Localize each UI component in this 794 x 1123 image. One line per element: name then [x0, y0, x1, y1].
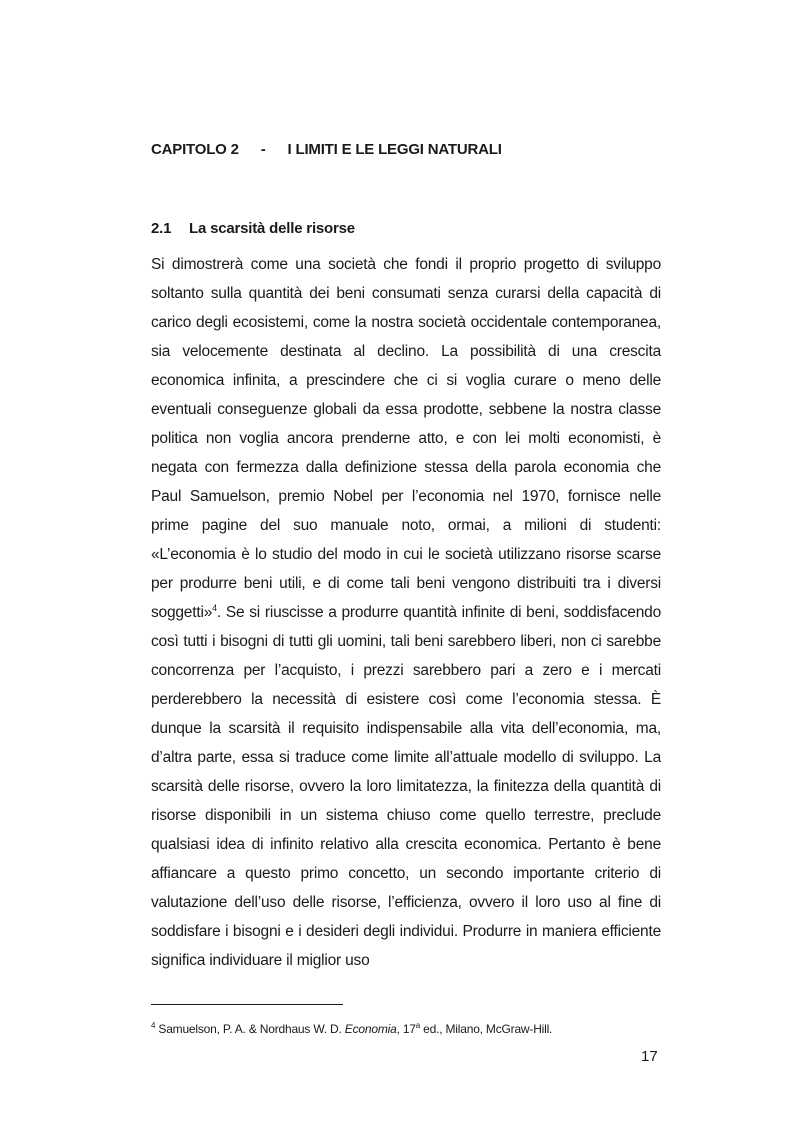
chapter-heading — [151, 141, 671, 158]
footnote-edition-superscript: a — [415, 1021, 421, 1030]
footnote-reference: 4 — [212, 602, 217, 613]
body-text-part1: Si dimostrerà come una società che fondi il proprio progetto di sviluppo soltanto sulla quantità dei beni consumati senza curarsi della capacità di carico degli ecosistemi, come la nostra società occidentale contemporanea, sia velocemente destinata al declino. La possibilità di una crescita economica infinita, a prescindere che ci si voglia curare o meno delle eventuali conseguenze globali da essa prodotte, sebbene la nostra classe politica non voglia ancora prenderne atto, e con lei molti economisti, è negata con fermezza dalla definizione stessa della parola economia che Paul Samuelson, premio Nobel per l’economia nel 1970, fornisce nelle prime pagine del suo manuale noto, ormai, a milioni di studenti: «L’economia è lo studio del modo in cui le società utilizzano risorse scarse per produrre beni utili, e di come tali beni vengono distribuiti tra i diversi soggetti» — [151, 256, 661, 621]
footnote-authors: Samuelson, P. A. & Nordhaus W. D. — [155, 1022, 345, 1036]
body-text-part2: . Se si riuscisse a produrre quantità infinite di beni, soddisfacendo così tutti i bisogni di tutti gli uomini, tali beni sarebbero liberi, non ci sarebbe concorrenza per l’acquisto, i prezzi sarebbero pari a zero e i mercati perderebbero la necessità di esistere così come l’economia stessa. È dunque la scarsità il requisito indispensabile alla vita dell’economia, ma, d’altra parte, essa si traduce come limite all’attuale modello di sviluppo. La scarsità delle risorse, ovvero la loro limitatezza, la finitezza della quantità di risorse disponibili in un sistema chiuso come quello terrestre, preclude qualsiasi idea di infinito relativo alla crescita economica. Pertanto è bene affiancare a questo primo concetto, un secondo importante criterio di valutazione dell’uso delle risorse, l’efficienza, ovvero il loro uso al fine di soddisfare i bisogni e i desideri degli individui. Produrre in maniera efficiente significa individuare il miglior uso — [151, 604, 661, 969]
chapter-separator: - — [260, 141, 266, 158]
body-paragraph — [151, 250, 661, 975]
footnote-marker: 4 — [151, 1021, 156, 1030]
page-number: 17 — [641, 1048, 658, 1065]
footnote-edition-suffix: ed., Milano, McGraw-Hill. — [420, 1022, 553, 1036]
footnote-book-title: Economia — [344, 1022, 397, 1036]
section-number: 2.1 — [151, 220, 172, 237]
footnote — [151, 1022, 671, 1036]
footnote-edition-prefix: , 17 — [396, 1022, 416, 1036]
section-title: La scarsità delle risorse — [189, 220, 355, 237]
section-heading — [151, 220, 355, 237]
footnote-divider — [151, 1004, 343, 1005]
chapter-label: CAPITOLO 2 — [151, 141, 239, 158]
chapter-title: I LIMITI E LE LEGGI NATURALI — [287, 141, 502, 158]
